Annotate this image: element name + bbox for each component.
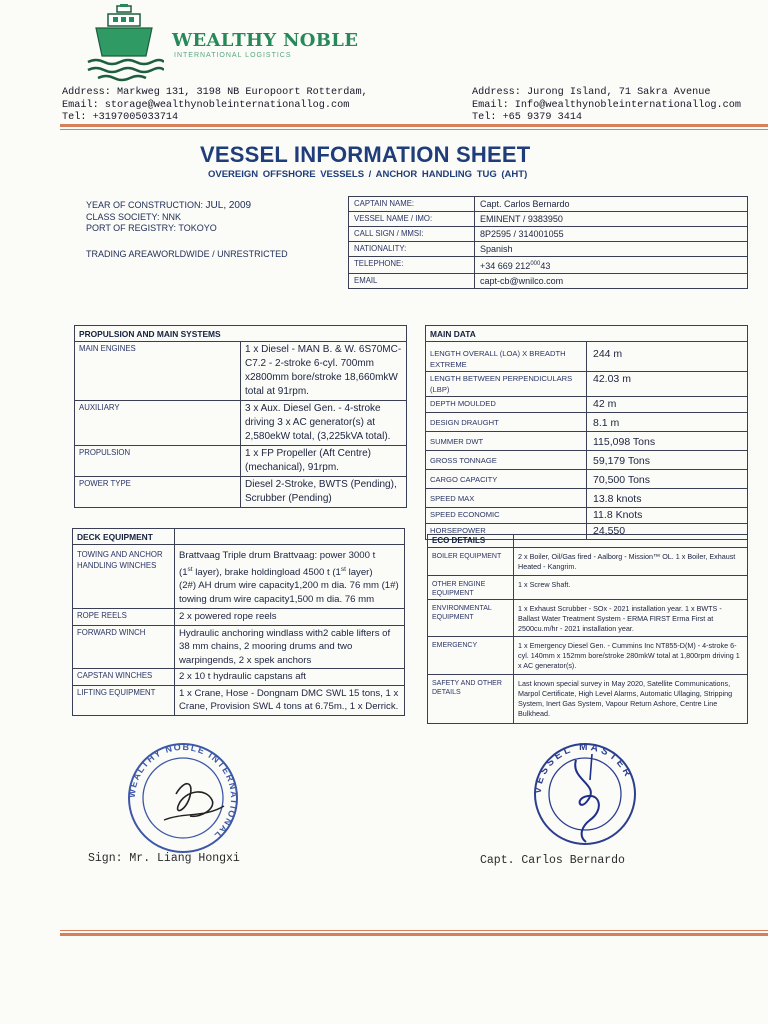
year-label: YEAR OF CONSTRUCTION: bbox=[86, 200, 204, 210]
cell-value bbox=[175, 545, 405, 609]
table-row bbox=[75, 477, 407, 508]
cell-label: VESSEL NAME / IMO: bbox=[349, 212, 475, 227]
table-header-row bbox=[428, 535, 748, 548]
address-line: Address: Markweg 131, 3198 NB Europoort Rotterdam, bbox=[62, 87, 368, 98]
trading-area: TRADING AREAWORLDWIDE / UNRESTRICTED bbox=[86, 249, 288, 259]
table-row bbox=[426, 508, 748, 524]
cell-value: Hydraulic anchoring windlass with2 cable lifters of 38 mm chains, 2 mooring drums and two warpingends, 2 x spek anchors bbox=[175, 625, 405, 669]
cell-value: 70,500 Tons bbox=[587, 470, 748, 489]
page-title: VESSEL INFORMATION SHEET bbox=[200, 142, 531, 167]
text-run: layer) bbox=[345, 566, 373, 578]
table-row bbox=[349, 227, 748, 242]
table-header: PROPULSION AND MAIN SYSTEMS bbox=[75, 326, 407, 342]
phone-main: +34 669 212 bbox=[480, 261, 531, 271]
cell-label: CALL SIGN / MMSI: bbox=[349, 227, 475, 242]
table-header: ECO DETAILS bbox=[428, 535, 514, 548]
cell-value: Diesel 2-Stroke, BWTS (Pending), Scrubber (Pending) bbox=[241, 477, 407, 508]
table-row bbox=[349, 212, 748, 227]
superscript: st bbox=[187, 565, 193, 573]
table-header-row bbox=[426, 326, 748, 342]
cell-value: 8.1 m bbox=[587, 413, 748, 432]
cell-label: SPEED ECONOMIC bbox=[426, 508, 587, 524]
cell-value: 1 x FP Propeller (Aft Centre) (mechanical), 91rpm. bbox=[241, 446, 407, 477]
cell-value: 24,550 bbox=[587, 524, 748, 540]
cell-label: BOILER EQUIPMENT bbox=[428, 548, 514, 576]
cell-label: LIFTING EQUIPMENT bbox=[73, 685, 175, 715]
seal-text: WEALTHY NOBLE INTERNATIONAL bbox=[126, 742, 240, 842]
email-line: Email: Info@wealthynobleinternationallog.com bbox=[472, 99, 741, 111]
eco-details-table bbox=[427, 534, 748, 724]
table-row bbox=[349, 242, 748, 257]
cell-label: LENGTH BETWEEN PERPENDICULARS (LBP) bbox=[426, 372, 587, 397]
cell-value: EMINENT / 9383950 bbox=[475, 212, 748, 227]
cell-label: MAIN ENGINES bbox=[75, 342, 241, 401]
phone-end: 43 bbox=[540, 261, 551, 271]
table-row bbox=[73, 545, 405, 609]
cell-value: 1 x Exhaust Scrubber - SOx - 2021 installation year. 1 x BWTS - Ballast Water Treatment System - ERMA FIRST Erma First at 2500cu.m/hr - 2021 installation year. bbox=[514, 600, 748, 637]
email-line: Email: storage@wealthynobleinternationallog.com bbox=[62, 99, 350, 111]
cell-label: GROSS TONNAGE bbox=[426, 451, 587, 470]
cell-label: EMERGENCY bbox=[428, 637, 514, 675]
cell-value: 2 x 10 t hydraulic capstans aft bbox=[175, 669, 405, 686]
table-row bbox=[75, 401, 407, 446]
text-run: layer), brake holdingload 4500 t (1 bbox=[192, 566, 341, 578]
cell-value: 3 x Aux. Diesel Gen. - 4-stroke driving 3 x AC generator(s) at 2,580ekW total, (3,225kVA total). bbox=[241, 401, 407, 446]
deck-equipment-table bbox=[72, 528, 405, 716]
towing-line: Brattvaag Triple drum Brattvaag: power 3000 t bbox=[179, 550, 376, 561]
table-row bbox=[426, 397, 748, 413]
class-society: CLASS SOCIETY: NNK bbox=[86, 212, 182, 222]
cell-value: 8P2595 / 314001055 bbox=[475, 227, 748, 242]
cell-value: Capt. Carlos Bernardo bbox=[475, 197, 748, 212]
table-row bbox=[428, 600, 748, 637]
address-block-left bbox=[62, 87, 368, 125]
year-of-construction bbox=[86, 200, 251, 211]
cell-label: CAPSTAN WINCHES bbox=[73, 669, 175, 686]
cell-value: 1 x Crane, Hose - Dongnam DMC SWL 15 tons, 1 x Crane, Provision SWL 4 tons at 6.75m., 1 x Derrick. bbox=[175, 685, 405, 715]
brand-name: WEALTHY NOBLE bbox=[172, 30, 359, 51]
table-row bbox=[426, 489, 748, 508]
cell-label: CARGO CAPACITY bbox=[426, 470, 587, 489]
address-block-right bbox=[472, 87, 741, 125]
cell-value: 42.03 m bbox=[587, 372, 748, 397]
footer-divider bbox=[60, 930, 768, 936]
cell-value: 11.8 Knots bbox=[587, 508, 748, 524]
tel-line: Tel: +65 9379 3414 bbox=[472, 112, 583, 123]
towing-line bbox=[179, 563, 400, 580]
cell-label: AUXILIARY bbox=[75, 401, 241, 446]
cell-value: 2 x powered rope reels bbox=[175, 609, 405, 626]
cell-value: 42 m bbox=[587, 397, 748, 413]
svg-text:VESSEL MASTER bbox=[533, 742, 634, 794]
table-row bbox=[73, 669, 405, 686]
table-row bbox=[426, 413, 748, 432]
cell-value: capt-cb@wnilco.com bbox=[475, 274, 748, 289]
empty-cell bbox=[175, 529, 405, 545]
cell-value: 1 x Diesel - MAN B. & W. 6S70MC-C7.2 - 2-stroke 6-cyl. 700mm x2800mm bore/stroke 18,660mkW total at 91rpm. bbox=[241, 342, 407, 401]
cell-value bbox=[475, 257, 748, 274]
cell-value: Spanish bbox=[475, 242, 748, 257]
cell-label: NATIONALITY: bbox=[349, 242, 475, 257]
table-row bbox=[428, 637, 748, 675]
signatory-left: Sign: Mr. Liang Hongxi bbox=[88, 852, 240, 865]
cell-label: POWER TYPE bbox=[75, 477, 241, 508]
empty-cell bbox=[514, 535, 748, 548]
cell-value: Last known special survey in May 2020, Satellite Communications, Marpol Certificate, High Level Alarms, Automatic Ullaging, Stripping System, Inert Gas System, Vapour Return Ashore, Centre Line Bulkhead. bbox=[514, 675, 748, 724]
phone-sup: 000 bbox=[530, 261, 541, 267]
text-run: (1 bbox=[179, 566, 188, 578]
table-row bbox=[73, 625, 405, 669]
header-divider bbox=[60, 124, 768, 130]
cell-label: OTHER ENGINE EQUIPMENT bbox=[428, 576, 514, 600]
table-row bbox=[426, 470, 748, 489]
address-line: Address: Jurong Island, 71 Sakra Avenue bbox=[472, 87, 711, 98]
main-data-table bbox=[425, 325, 748, 540]
towing-line: (2#) AH drum wire capacity1,200 m dia. 76 mm (1#) towing drum wire capacity1,500 m dia. 76 mm bbox=[179, 580, 399, 605]
cell-label: TELEPHONE: bbox=[349, 257, 475, 274]
cell-label: SUMMER DWT bbox=[426, 432, 587, 451]
captain-table bbox=[348, 196, 748, 289]
cell-value: 59,179 Tons bbox=[587, 451, 748, 470]
port-of-registry: PORT OF REGISTRY: TOKOYO bbox=[86, 223, 217, 233]
brand-subtitle: INTERNATIONAL LOGISTICS bbox=[174, 52, 292, 59]
signatory-right: Capt. Carlos Bernardo bbox=[480, 854, 625, 867]
cell-label: FORWARD WINCH bbox=[73, 625, 175, 669]
cell-label: SPEED MAX bbox=[426, 489, 587, 508]
table-row bbox=[426, 372, 748, 397]
table-row bbox=[426, 342, 748, 372]
table-row bbox=[428, 675, 748, 724]
table-row bbox=[349, 257, 748, 274]
table-row bbox=[426, 451, 748, 470]
page-subtitle: OVEREIGN OFFSHORE VESSELS / ANCHOR HANDLING TUG (AHT) bbox=[208, 169, 528, 180]
vessel-master-seal-icon bbox=[530, 740, 640, 848]
cell-label: ROPE REELS bbox=[73, 609, 175, 626]
table-row bbox=[349, 274, 748, 289]
year-value: JUL, 2009 bbox=[205, 200, 252, 211]
superscript: st bbox=[340, 565, 346, 573]
table-row bbox=[428, 576, 748, 600]
seal-text: VESSEL MASTER bbox=[532, 741, 635, 795]
table-row bbox=[349, 197, 748, 212]
cell-value: 2 x Boiler, Oil/Gas fired - Aalborg - Mission™ OL. 1 x Boiler, Exhaust Heated - Kangrim. bbox=[514, 548, 748, 576]
cell-label: SAFETY AND OTHER DETAILS bbox=[428, 675, 514, 724]
cell-label: TOWING AND ANCHOR HANDLING WINCHES bbox=[73, 545, 175, 609]
cell-label: PROPULSION bbox=[75, 446, 241, 477]
table-row bbox=[75, 446, 407, 477]
table-row bbox=[73, 609, 405, 626]
cell-value: 115,098 Tons bbox=[587, 432, 748, 451]
cell-label: DESIGN DRAUGHT bbox=[426, 413, 587, 432]
propulsion-table bbox=[74, 325, 407, 508]
table-row bbox=[75, 342, 407, 401]
table-header: MAIN DATA bbox=[426, 326, 748, 342]
tel-line: Tel: +3197005033714 bbox=[62, 112, 179, 123]
cell-label: DEPTH MOULDED bbox=[426, 397, 587, 413]
company-seal-icon bbox=[124, 742, 242, 854]
cell-value: 1 x Screw Shaft. bbox=[514, 576, 748, 600]
cell-value: 244 m bbox=[587, 342, 748, 372]
table-row bbox=[73, 685, 405, 715]
cell-label: LENGTH OVERALL (LOA) X BREADTH EXTREME bbox=[426, 342, 587, 372]
table-row bbox=[428, 548, 748, 576]
table-row bbox=[426, 432, 748, 451]
cell-value: 13.8 knots bbox=[587, 489, 748, 508]
cell-label: CAPTAIN NAME: bbox=[349, 197, 475, 212]
cell-value: 1 x Emergency Diesel Gen. - Cummins Inc NT855-D(M) - 4-stroke 6-cyl. 140mm x 152mm bore/stroke 280mkW total at 1,800rpm driving 1 x AC generator(s). bbox=[514, 637, 748, 675]
table-header-row bbox=[75, 326, 407, 342]
table-header: DECK EQUIPMENT bbox=[73, 529, 175, 545]
cell-label: HORSEPOWER bbox=[426, 524, 587, 540]
table-header-row bbox=[73, 529, 405, 545]
cell-label: ENVIRONMENTAL EQUIPMENT bbox=[428, 600, 514, 637]
cell-label: EMAIL bbox=[349, 274, 475, 289]
ship-logo-icon bbox=[84, 4, 164, 84]
